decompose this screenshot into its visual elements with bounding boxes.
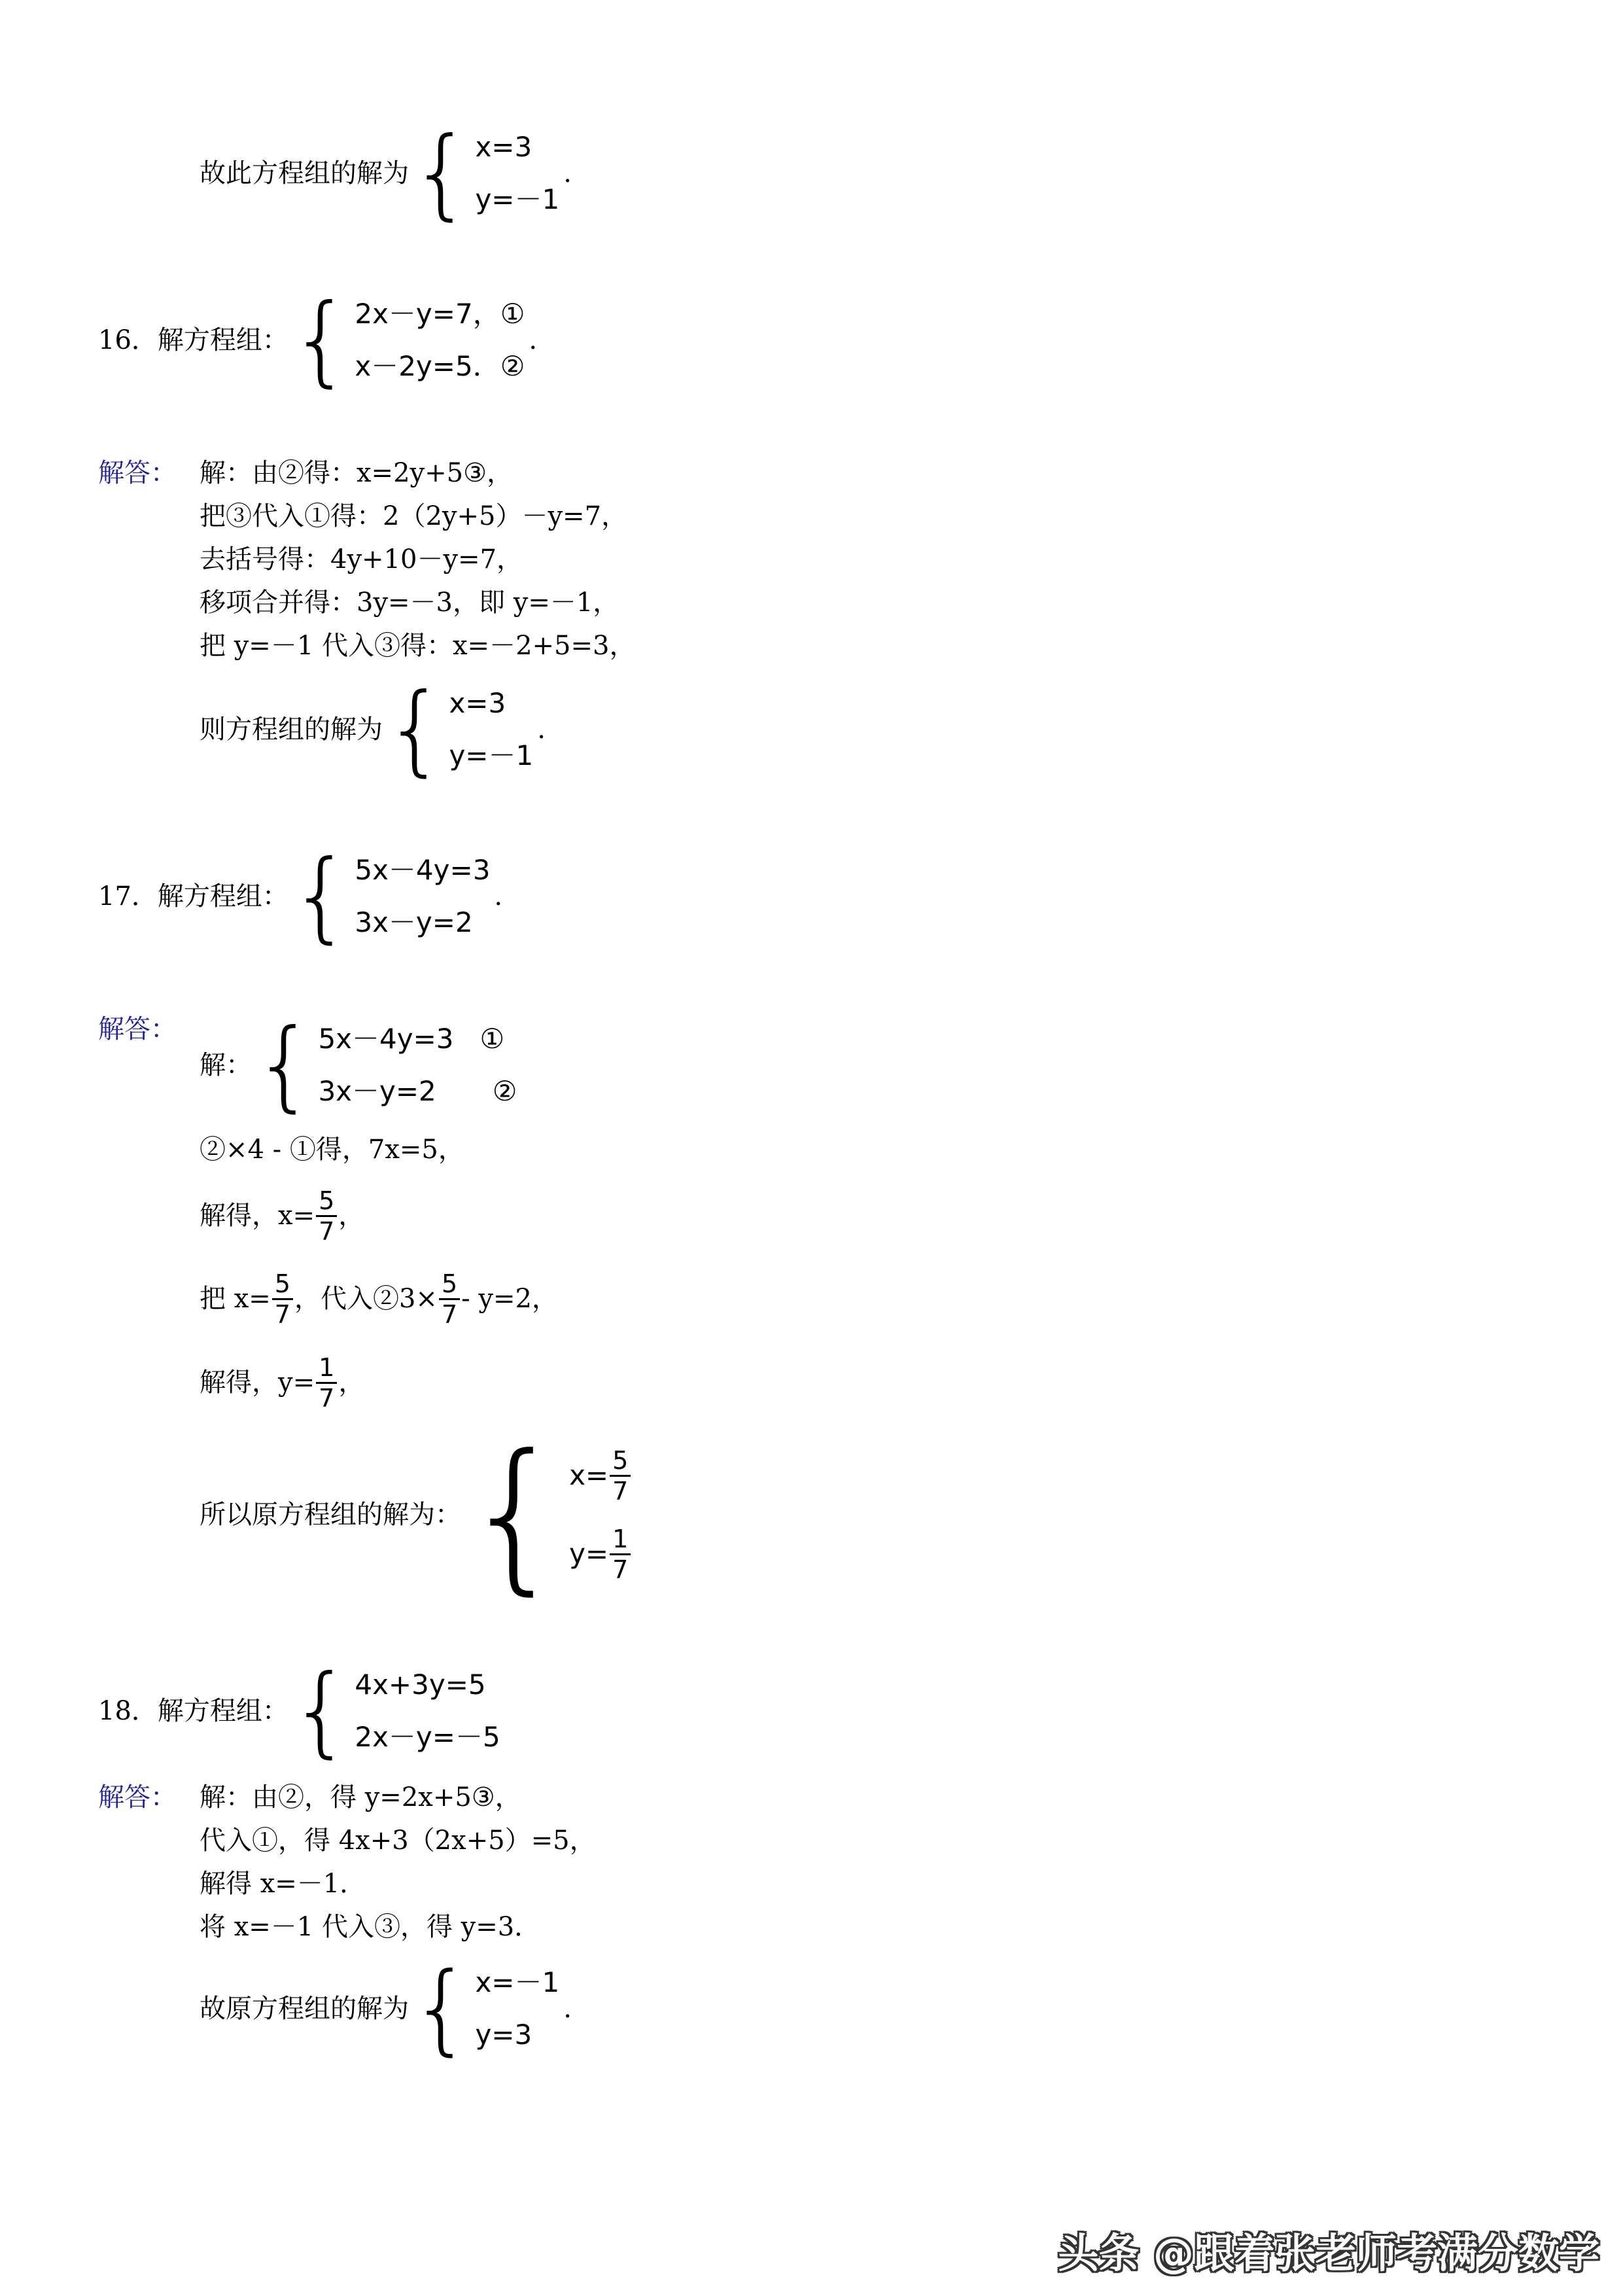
prev-solution bbox=[200, 116, 572, 230]
q17-step-2-label: 解得，x= bbox=[200, 1201, 315, 1231]
q17-sol-eq2 bbox=[318, 1065, 517, 1118]
denominator: 7 bbox=[441, 1299, 458, 1329]
q18-final-eq2: y=3 bbox=[475, 2019, 532, 2051]
answer-label-16: 解答： bbox=[98, 458, 177, 488]
problem-16-period: . bbox=[529, 325, 538, 355]
q16-step-4: 移项合并得：3y=－3，即 y=－1， bbox=[200, 588, 620, 618]
q17-step-3-c: - y=2， bbox=[461, 1284, 558, 1314]
left-brace: { bbox=[462, 1419, 567, 1610]
problem-18-equations bbox=[355, 1659, 500, 1763]
problem-17-eq1: 5x－4y=3 bbox=[355, 854, 491, 886]
q18-final-period: . bbox=[563, 1994, 572, 2024]
circled-one: ① bbox=[480, 1023, 505, 1055]
q17-final-y bbox=[569, 1515, 632, 1593]
fraction bbox=[272, 1269, 293, 1329]
q17-step-4-label: 解得，y= bbox=[200, 1368, 315, 1398]
left-brace: { bbox=[289, 1654, 353, 1768]
q17-step-2 bbox=[200, 1183, 364, 1248]
q17-step-3 bbox=[200, 1266, 558, 1332]
q16-final-period: . bbox=[537, 715, 546, 745]
q18-final-eq1: x=－1 bbox=[475, 1966, 560, 1998]
numerator: 5 bbox=[439, 1269, 460, 1300]
denominator: 7 bbox=[319, 1383, 335, 1413]
problem-16-eq2: x－2y=5．② bbox=[355, 350, 525, 382]
fraction bbox=[316, 1186, 337, 1246]
problem-16-prefix: 16．解方程组： bbox=[98, 325, 288, 355]
denominator: 7 bbox=[319, 1216, 335, 1246]
fraction bbox=[439, 1269, 460, 1329]
q17-sol-eq1-text: 5x－4y=3 bbox=[318, 1023, 454, 1055]
problem-17-equations bbox=[355, 844, 490, 949]
problem-18-prefix: 18．解方程组： bbox=[98, 1696, 288, 1726]
q16-final-equations bbox=[449, 677, 533, 782]
answer-label-17: 解答： bbox=[98, 1014, 177, 1044]
q18-step-2: 代入①，得 4x+3（2x+5）=5， bbox=[200, 1826, 596, 1856]
q17-sol-eq2-text: 3x－y=2 bbox=[318, 1075, 436, 1107]
q17-system bbox=[200, 1008, 517, 1122]
q18-final bbox=[200, 1952, 572, 2066]
left-brace: { bbox=[289, 283, 353, 397]
fraction bbox=[316, 1353, 337, 1413]
prev-solution-equations bbox=[475, 121, 559, 226]
fraction bbox=[610, 1446, 631, 1506]
prev-solution-eq2: y=－1 bbox=[475, 183, 560, 215]
problem-17-period: . bbox=[494, 881, 503, 911]
q17-final-y-label: y= bbox=[569, 1538, 609, 1570]
numerator: 5 bbox=[272, 1269, 293, 1300]
q17-step-2-end: ， bbox=[338, 1201, 365, 1231]
q17-final-x bbox=[569, 1436, 632, 1515]
left-brace: { bbox=[384, 673, 447, 786]
q17-final-equations bbox=[569, 1436, 632, 1593]
left-brace: { bbox=[289, 839, 353, 953]
denominator: 7 bbox=[612, 1476, 629, 1506]
left-brace: { bbox=[410, 116, 473, 230]
q17-system-equations bbox=[318, 1013, 517, 1118]
circled-two: ② bbox=[492, 1075, 517, 1107]
problem-16-equations bbox=[355, 288, 525, 393]
left-brace: { bbox=[253, 1008, 316, 1122]
q17-step-4-end: ， bbox=[338, 1368, 365, 1398]
q17-step-3-b: ，代入②3× bbox=[294, 1284, 438, 1314]
answer-label-18: 解答： bbox=[98, 1782, 177, 1812]
q17-step-1: ②×4 - ①得，7x=5， bbox=[200, 1135, 464, 1165]
q17-final-x-label: x= bbox=[569, 1459, 609, 1491]
q17-sol-label: 解： bbox=[200, 1050, 252, 1080]
left-brace: { bbox=[410, 1952, 473, 2066]
numerator: 5 bbox=[610, 1446, 631, 1477]
prev-solution-label: 故此方程组的解为 bbox=[200, 158, 409, 188]
numerator: 1 bbox=[316, 1353, 337, 1384]
q16-final bbox=[200, 673, 546, 786]
q18-final-label: 故原方程组的解为 bbox=[200, 1994, 409, 2024]
problem-18 bbox=[98, 1654, 500, 1768]
prev-solution-eq1: x=3 bbox=[475, 131, 532, 163]
q16-final-eq1: x=3 bbox=[449, 687, 506, 719]
denominator: 7 bbox=[274, 1299, 290, 1329]
problem-17-prefix: 17．解方程组： bbox=[98, 881, 288, 911]
q16-step-3: 去括号得：4y+10－y=7， bbox=[200, 544, 523, 574]
q18-step-3: 解得 x=－1． bbox=[200, 1869, 366, 1899]
q16-step-5: 把 y=－1 代入③得：x=－2+5=3， bbox=[200, 631, 636, 661]
problem-18-eq2: 2x－y=－5 bbox=[355, 1721, 500, 1753]
q16-final-label: 则方程组的解为 bbox=[200, 715, 383, 745]
q17-sol-eq1 bbox=[318, 1013, 517, 1065]
q18-step-4: 将 x=－1 代入③，得 y=3． bbox=[200, 1912, 541, 1942]
problem-16-eq1: 2x－y=7，① bbox=[355, 298, 525, 330]
problem-17-eq2: 3x－y=2 bbox=[355, 906, 473, 938]
denominator: 7 bbox=[612, 1555, 629, 1584]
problem-16 bbox=[98, 283, 538, 397]
q16-step-1: 解：由②得：x=2y+5③， bbox=[200, 458, 513, 488]
q16-final-eq2: y=－1 bbox=[449, 739, 534, 771]
q18-final-equations bbox=[475, 1956, 559, 2061]
q17-final bbox=[200, 1419, 632, 1610]
watermark: 头条 @跟着张老师考满分数学 bbox=[1058, 2229, 1599, 2277]
q16-step-2: 把③代入①得：2（2y+5）－y=7， bbox=[200, 501, 628, 531]
prev-solution-period: . bbox=[563, 158, 572, 188]
numerator: 5 bbox=[316, 1186, 337, 1217]
problem-18-eq1: 4x+3y=5 bbox=[355, 1669, 486, 1701]
numerator: 1 bbox=[610, 1525, 631, 1555]
q18-step-1: 解：由②，得 y=2x+5③， bbox=[200, 1782, 521, 1812]
q17-final-label: 所以原方程组的解为： bbox=[200, 1500, 461, 1530]
q17-step-4 bbox=[200, 1350, 364, 1415]
problem-17 bbox=[98, 839, 503, 953]
q17-step-3-a: 把 x= bbox=[200, 1284, 271, 1314]
fraction bbox=[610, 1525, 631, 1584]
